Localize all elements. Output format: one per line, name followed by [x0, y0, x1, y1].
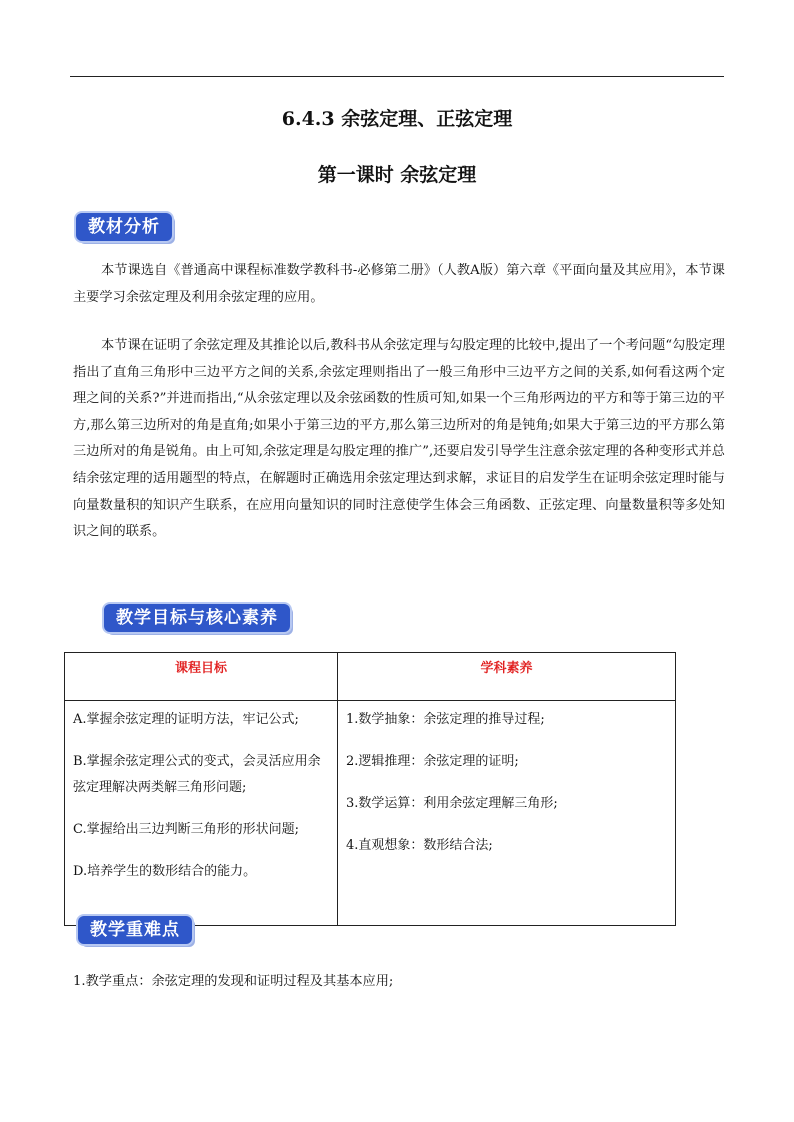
- literacy-item: 3.数学运算：利用余弦定理解三角形;: [346, 796, 558, 811]
- course-goal-item: C.掌握给出三边判断三角形的形状问题;: [73, 822, 299, 837]
- course-goal-item: A.掌握余弦定理的证明方法，牢记公式;: [73, 712, 299, 727]
- literacy-item: 1.数学抽象：余弦定理的推导过程;: [346, 712, 545, 727]
- document-subtitle: 第一课时 余弦定理: [317, 164, 477, 186]
- analysis-paragraph-2: 本节课在证明了余弦定理及其推论以后,教科书从余弦定理与勾股定理的比较中,提出了一个考问题“勾股定理指出了直角三角形中三边平方之间的关系,余弦定理则指出了一般三角形中三边平方之间的关系,如何看这两个定理之间的关系?”并进而指出,“从余弦定理以及余弦函数的性质可知,如果一个三角形两边的平方和等于第三边的平方,那么第三边所对的角是直角;如果小于第三边的平方,那么第三边所对的角是钝角;如果大于第三边的平方那么第三边所对的角是锐角。由上可知,余弦定理是勾股定理的推广”,还要启发引导学生注意余弦定理的各种变形式并总结余弦定理的适用题型的特点，在解题时正确选用余弦定理达到求解，求证目的启发学生在证明余弦定理时能与向量数量积的知识产生联系，在应用向量知识的同时注意使学生体会三角函数、正弦定理、向量数量积等多处知识之间的联系。: [73, 338, 725, 540]
- course-goal-item: D.培养学生的数形结合的能力。: [73, 864, 257, 879]
- document-title: 6.4.3 余弦定理、正弦定理: [281, 108, 513, 130]
- analysis-paragraph-1: 本节课选自《普通高中课程标准数学教科书-必修第二册》（人教A版）第六章《平面向量及其应用》，本节课主要学习余弦定理及利用余弦定理的应用。: [73, 263, 725, 305]
- header-rule: [70, 76, 724, 77]
- core-literacy-cell: [338, 701, 676, 926]
- section-badge-goals: 教学目标与核心素养: [104, 604, 290, 632]
- col-header-course-goals: 课程目标: [65, 653, 338, 701]
- course-goals-cell: [65, 701, 338, 926]
- course-goal-item: B.掌握余弦定理公式的变式，会灵活应用余弦定理解决两类解三角形问题;: [73, 754, 321, 795]
- section-badge-difficulties: 教学重难点: [78, 916, 192, 944]
- section-badge-analysis: 教材分析: [76, 213, 172, 241]
- col-header-core-literacy: 学科素养: [338, 653, 676, 701]
- literacy-item: 4.直观想象：数形结合法;: [346, 838, 493, 853]
- goals-table: [64, 652, 676, 926]
- key-point-item: 1.教学重点：余弦定理的发现和证明过程及其基本应用;: [73, 974, 394, 989]
- literacy-item: 2.逻辑推理：余弦定理的证明;: [346, 754, 519, 769]
